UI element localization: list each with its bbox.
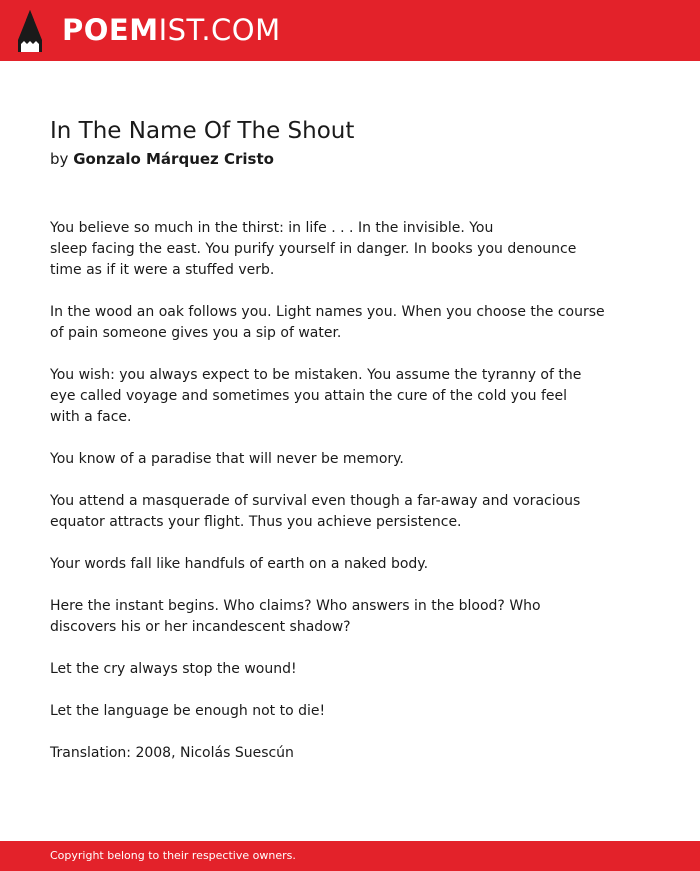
stanza <box>50 449 640 470</box>
poem-line: of pain someone gives you a sip of water. <box>50 325 342 341</box>
poem-line: Let the cry always stop the wound! <box>50 661 297 677</box>
poem-line: Let the language be enough not to die! <box>50 703 326 719</box>
byline <box>50 148 274 170</box>
stanza <box>50 554 640 575</box>
logo-light-text: IST.COM <box>158 13 281 47</box>
stanza <box>50 659 640 680</box>
poem-line: discovers his or her incandescent shadow? <box>50 619 351 635</box>
translation-credit <box>50 743 640 764</box>
poem-line: You know of a paradise that will never be memory. <box>50 451 404 467</box>
author-name: Gonzalo Márquez Cristo <box>73 150 274 168</box>
poem-title: In The Name Of The Shout <box>50 118 355 144</box>
poem-line: with a face. <box>50 409 132 425</box>
poem-line: Here the instant begins. Who claims? Who answers in the blood? Who <box>50 598 541 614</box>
site-footer <box>0 841 700 871</box>
site-logo[interactable] <box>62 12 281 48</box>
stanza <box>50 491 640 533</box>
poem-body <box>50 218 640 785</box>
poem-line: You believe so much in the thirst: in life . . . In the invisible. You <box>50 220 494 236</box>
logo-bold-text: POEM <box>62 13 159 47</box>
stanza <box>50 218 640 281</box>
poem-line: You attend a masquerade of survival even though a far-away and voracious <box>50 493 581 509</box>
site-header <box>0 0 700 61</box>
poem-line: Your words fall like handfuls of earth on a naked body. <box>50 556 429 572</box>
poem-line: eye called voyage and sometimes you attain the cure of the cold you feel <box>50 388 568 404</box>
poem-line: In the wood an oak follows you. Light names you. When you choose the course <box>50 304 605 320</box>
poem-line: time as if it were a stuffed verb. <box>50 262 275 278</box>
poem-line: equator attracts your flight. Thus you achieve persistence. <box>50 514 462 530</box>
copyright-notice: Copyright belong to their respective owners. <box>50 849 296 862</box>
stanza <box>50 701 640 722</box>
stanza <box>50 365 640 428</box>
poem-line: Translation: 2008, Nicolás Suescún <box>50 745 294 761</box>
pencil-icon <box>18 10 42 52</box>
poem-line: sleep facing the east. You purify yourself in danger. In books you denounce <box>50 241 577 257</box>
stanza <box>50 596 640 638</box>
by-label: by <box>50 150 69 168</box>
poem-line: You wish: you always expect to be mistaken. You assume the tyranny of the <box>50 367 582 383</box>
stanza <box>50 302 640 344</box>
